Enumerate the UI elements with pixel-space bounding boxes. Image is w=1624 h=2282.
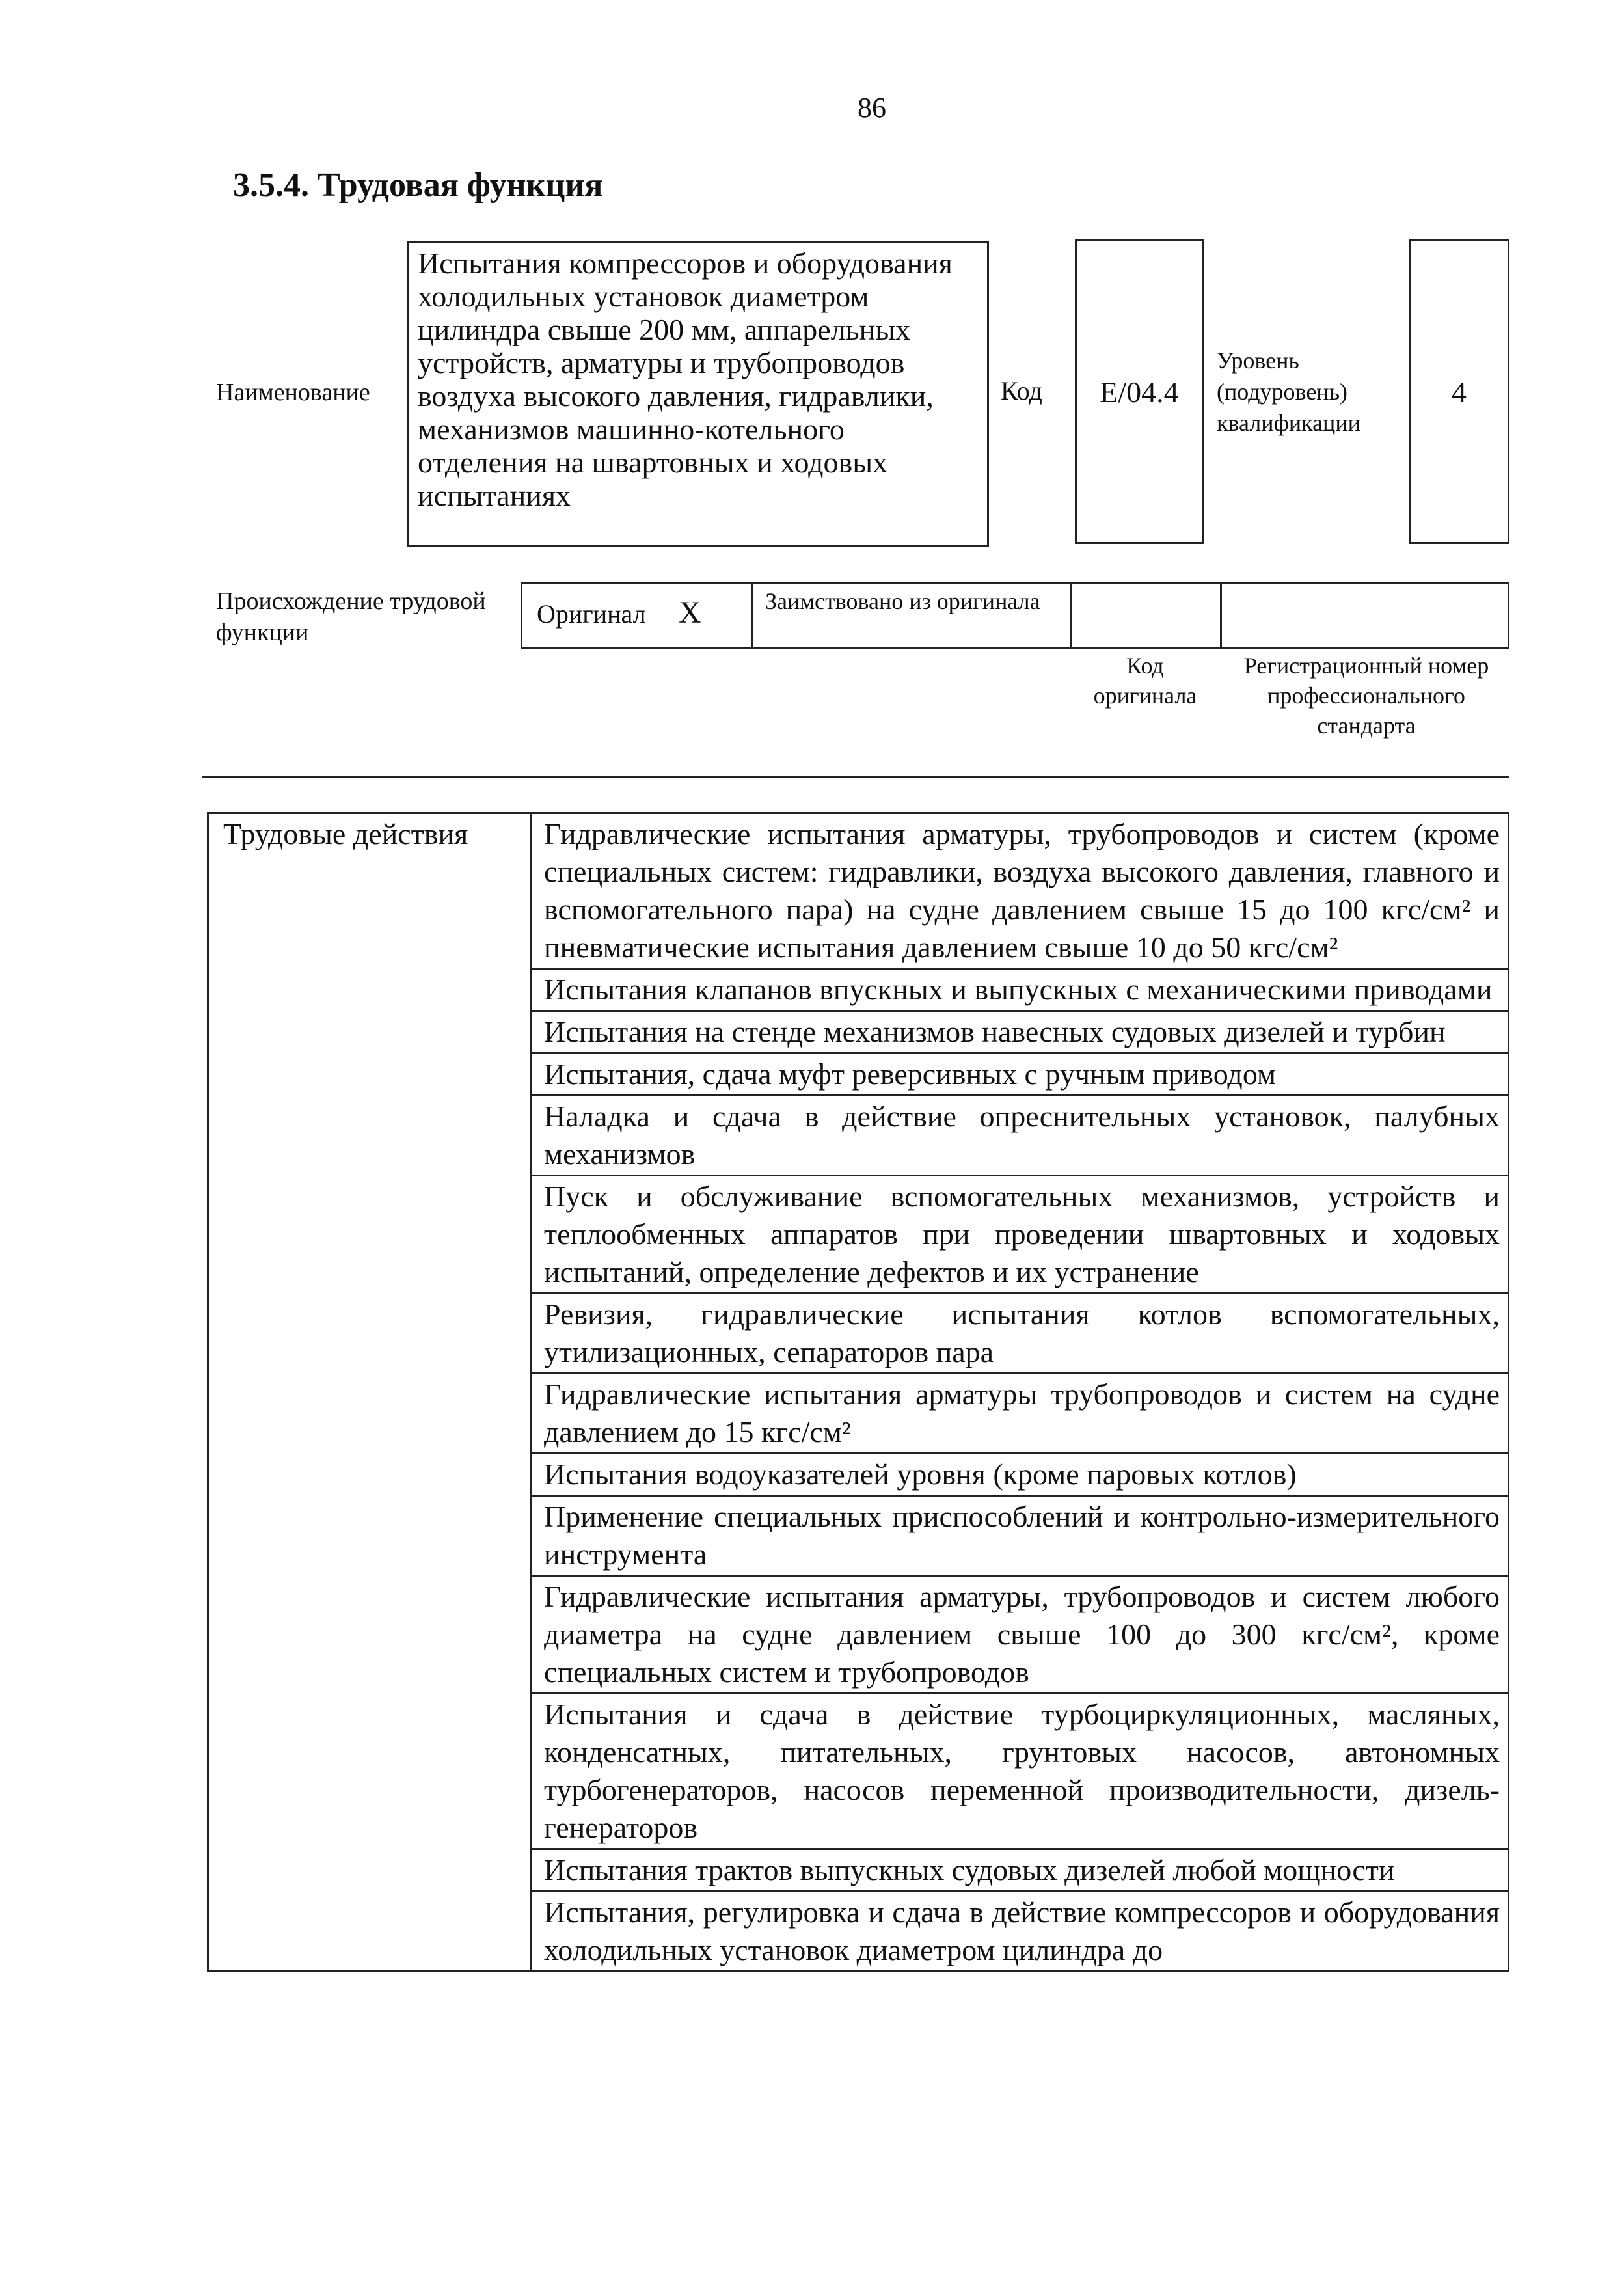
action-item: Испытания и сдача в действие турбоциркуляционных, масляных, конденсатных, питательных, грунтовых насосов, автономных турбогенераторов, насосов переменной производительности, дизель-генераторов [532,1694,1509,1849]
origin-label: Происхождение трудовой функции [216,588,486,646]
action-item: Гидравлические испытания арматуры трубопроводов и систем на судне давлением до 15 кгс/см² [532,1374,1509,1454]
action-item: Испытания, регулировка и сдача в действие компрессоров и оборудования холодильных установок диаметром цилиндра до [532,1892,1509,1972]
name-label: Наименование [216,379,370,406]
original-mark: X [679,595,701,630]
section-divider [202,776,1509,778]
action-item: Гидравлические испытания арматуры, трубопроводов и систем (кроме специальных систем: гидравлики, воздуха высокого давления, главного и вспомогательного пара) на судне давлением свыше 15 до 100 кгс/см² и пневматические испытания давлением свыше 10 до 50 кгс/см² [532,813,1509,969]
section-title: 3.5.4. Трудовая функция [233,167,603,204]
level-label: Уровень (подуровень) квалификации [1217,347,1360,436]
actions-heading: Трудовые действия [208,813,532,1972]
origin-row [521,582,1509,649]
action-item: Испытания на стенде механизмов навесных судовых дизелей и турбин [532,1011,1509,1053]
action-item: Применение специальных приспособлений и контрольно-измерительного инструмента [532,1496,1509,1576]
action-item: Наладка и сдача в действие опреснительных установок, палубных механизмов [532,1096,1509,1176]
action-item: Испытания клапанов впускных и выпускных с механическими приводами [532,969,1509,1011]
action-item: Ревизия, гидравлические испытания котлов вспомогательных, утилизационных, сепараторов пара [532,1294,1509,1374]
labor-actions-table [207,812,1509,1972]
code-value-box: E/04.4 [1075,239,1204,544]
code-original-label: Код оригинала [1093,653,1197,709]
origin-code-cell [1072,584,1222,647]
action-item: Пуск и обслуживание вспомогательных механизмов, устройств и теплообменных аппаратов при проведении швартовных и ходовых испытаний, определение дефектов и их устранение [532,1176,1509,1294]
function-name-box: Испытания компрессоров и оборудования холодильных установок диаметром цилиндра свыше 200 мм, аппарельных устройств, арматуры и трубопроводов воздуха высокого давления, гидравлики, механизмов машинно-котельного отделения на швартовных и ходовых испытаниях [407,241,989,547]
action-item: Испытания трактов выпускных судовых дизелей любой мощности [532,1849,1509,1892]
origin-reg-number-cell [1222,584,1511,647]
level-value-box: 4 [1409,239,1509,544]
original-label: Оригинал [537,599,646,629]
page-number: 86 [858,92,886,124]
table-row [208,813,1509,969]
action-item: Испытания водоуказателей уровня (кроме паровых котлов) [532,1454,1509,1496]
code-label: Код [1001,376,1042,405]
origin-borrowed-cell [753,584,1072,647]
action-item: Испытания, сдача муфт реверсивных с ручным приводом [532,1053,1509,1096]
origin-original-cell [522,584,753,647]
borrowed-label: Заимствовано из оригинала [765,588,1040,614]
reg-number-label: Регистрационный номер профессионального стандарта [1243,653,1489,739]
action-item: Гидравлические испытания арматуры, трубопроводов и систем любого диаметра на судне давлением свыше 100 до 300 кгс/см², кроме специальных систем и трубопроводов [532,1576,1509,1694]
